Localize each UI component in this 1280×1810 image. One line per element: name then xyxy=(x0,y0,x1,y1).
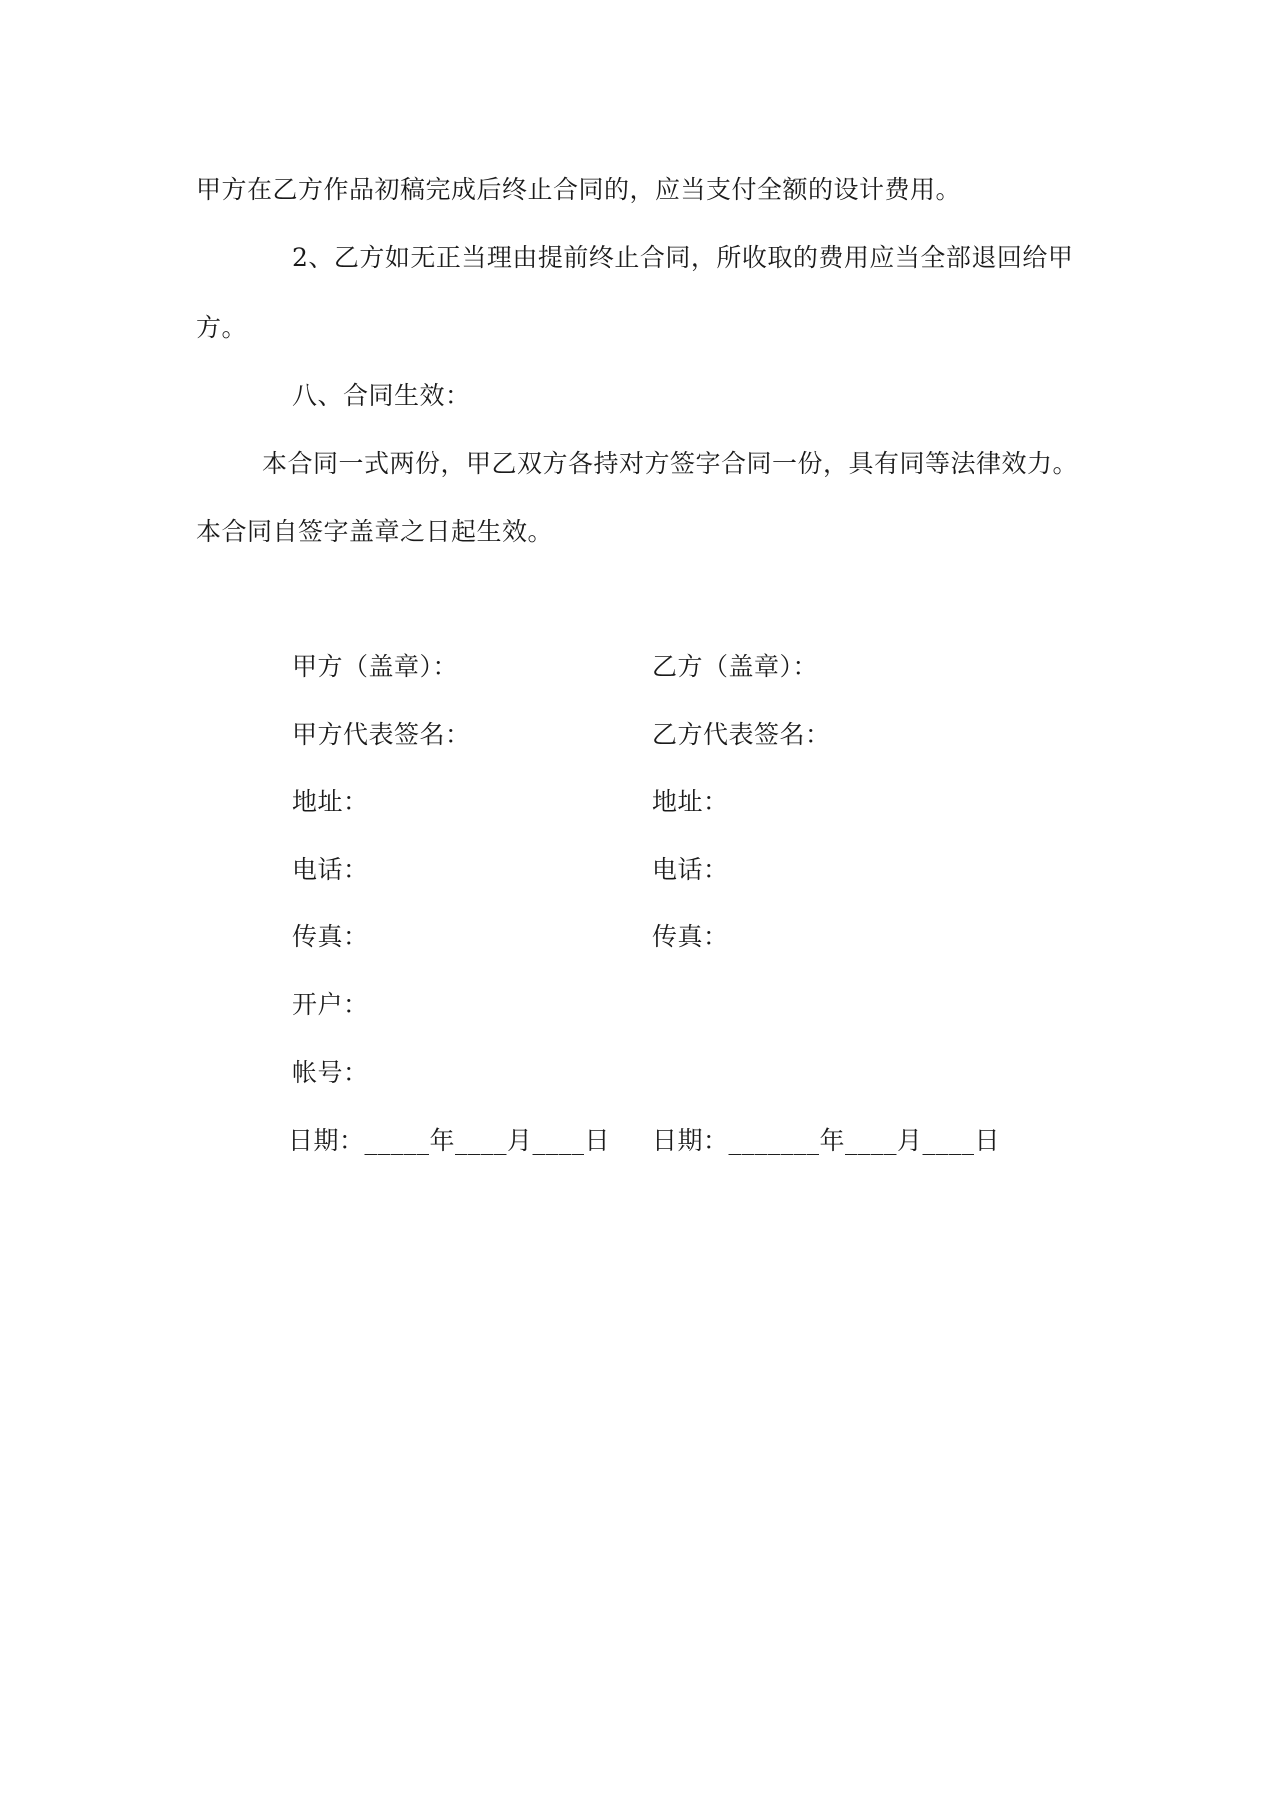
party-a-address-label: 地址： xyxy=(292,787,369,816)
party-a-fax-label: 传真： xyxy=(292,922,369,951)
paragraph-copies-line1: 本合同一式两份，甲乙双方各持对方签字合同一份，具有同等法律效力。 xyxy=(262,449,1079,478)
party-a-account-label: 帐号： xyxy=(292,1058,369,1087)
paragraph-refund-line1: 2、乙方如无正当理由提前终止合同，所收取的费用应当全部退回给甲 xyxy=(292,243,1074,272)
party-a-bank-label: 开户： xyxy=(292,990,369,1019)
party-a-rep-label: 甲方代表签名： xyxy=(292,720,471,749)
paragraph-copies-line2: 本合同自签字盖章之日起生效。 xyxy=(196,517,554,546)
party-a-seal-label: 甲方（盖章）： xyxy=(292,652,459,681)
paragraph-termination-fee: 甲方在乙方作品初稿完成后终止合同的，应当支付全额的设计费用。 xyxy=(196,175,962,204)
party-a-date-label: 日期：_____年____月____日 xyxy=(288,1126,611,1155)
party-b-date-label: 日期：_______年____月____日 xyxy=(652,1126,1001,1155)
party-a-phone-label: 电话： xyxy=(292,855,369,884)
party-b-seal-label: 乙方（盖章）： xyxy=(652,652,819,681)
party-b-rep-label: 乙方代表签名： xyxy=(652,720,831,749)
party-b-phone-label: 电话： xyxy=(652,855,729,884)
paragraph-refund-line2: 方。 xyxy=(196,313,248,342)
section-heading-effective: 八、合同生效： xyxy=(292,381,471,410)
party-b-address-label: 地址： xyxy=(652,787,729,816)
party-b-fax-label: 传真： xyxy=(652,922,729,951)
